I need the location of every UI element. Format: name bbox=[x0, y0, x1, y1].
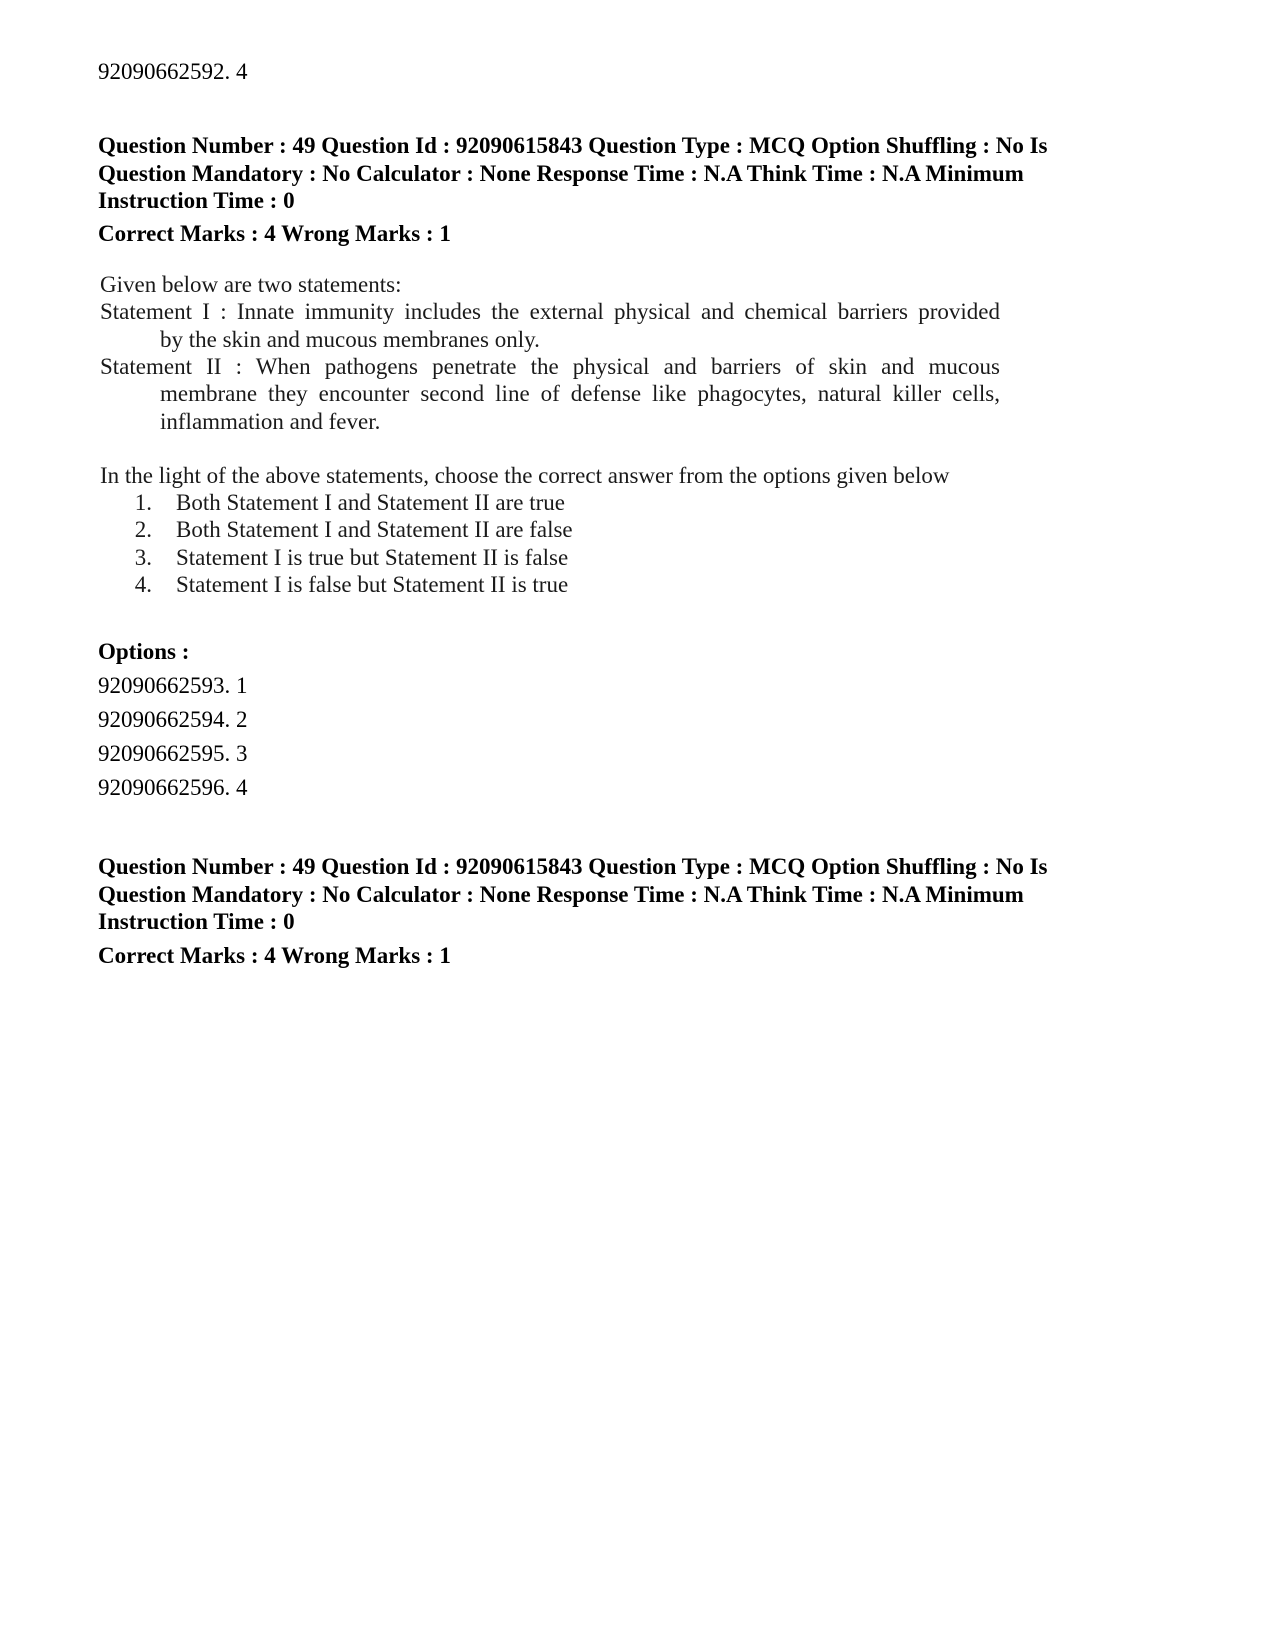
statement-2-line-2: membrane they encounter second line of defense like phagocytes, natural killer cells, bbox=[160, 381, 1000, 406]
statement-1-line-1: Statement I : Innate immunity includes the external physical and chemical barriers provided bbox=[100, 299, 1000, 324]
choice-number: 3. bbox=[134, 545, 152, 570]
choice-number: 4. bbox=[134, 572, 152, 597]
choice-text: Statement I is true but Statement II is false bbox=[176, 545, 569, 570]
choice-number: 1. bbox=[134, 490, 152, 515]
question-meta-line-1: Question Number : 49 Question Id : 92090615843 Question Type : MCQ Option Shuffling : No Is bbox=[98, 133, 1048, 158]
question-meta-line-3: Instruction Time : 0 bbox=[98, 188, 295, 213]
option-item: 92090662595. 3 bbox=[98, 741, 248, 766]
question-meta-line-2: Question Mandatory : No Calculator : None Response Time : N.A Think Time : N.A Minimum bbox=[98, 161, 1024, 186]
question-marks: Correct Marks : 4 Wrong Marks : 1 bbox=[98, 221, 451, 246]
choice-text: Both Statement I and Statement II are false bbox=[176, 517, 573, 542]
question-prompt: In the light of the above statements, choose the correct answer from the options given below bbox=[100, 463, 950, 488]
statement-2-line-1: Statement II : When pathogens penetrate the physical and barriers of skin and mucous bbox=[100, 354, 1000, 379]
choice-text: Statement I is false but Statement II is true bbox=[176, 572, 569, 597]
previous-option-text: 92090662592. 4 bbox=[98, 59, 248, 84]
statement-2-line-3: inflammation and fever. bbox=[160, 409, 381, 434]
choice-number: 2. bbox=[134, 517, 152, 542]
choice-text: Both Statement I and Statement II are true bbox=[176, 490, 565, 515]
statement-1-line-2: by the skin and mucous membranes only. bbox=[160, 327, 540, 352]
question-meta-line-2: Question Mandatory : No Calculator : None Response Time : N.A Think Time : N.A Minimum bbox=[98, 882, 1024, 907]
option-item: 92090662596. 4 bbox=[98, 775, 248, 800]
options-label: Options : bbox=[98, 639, 190, 664]
question-meta-line-1: Question Number : 49 Question Id : 92090615843 Question Type : MCQ Option Shuffling : No Is bbox=[98, 854, 1048, 879]
option-item: 92090662594. 2 bbox=[98, 707, 248, 732]
question-intro: Given below are two statements: bbox=[100, 272, 402, 297]
question-meta-line-3: Instruction Time : 0 bbox=[98, 909, 295, 934]
option-item: 92090662593. 1 bbox=[98, 673, 248, 698]
question-marks: Correct Marks : 4 Wrong Marks : 1 bbox=[98, 943, 451, 968]
question-image bbox=[96, 272, 1016, 628]
